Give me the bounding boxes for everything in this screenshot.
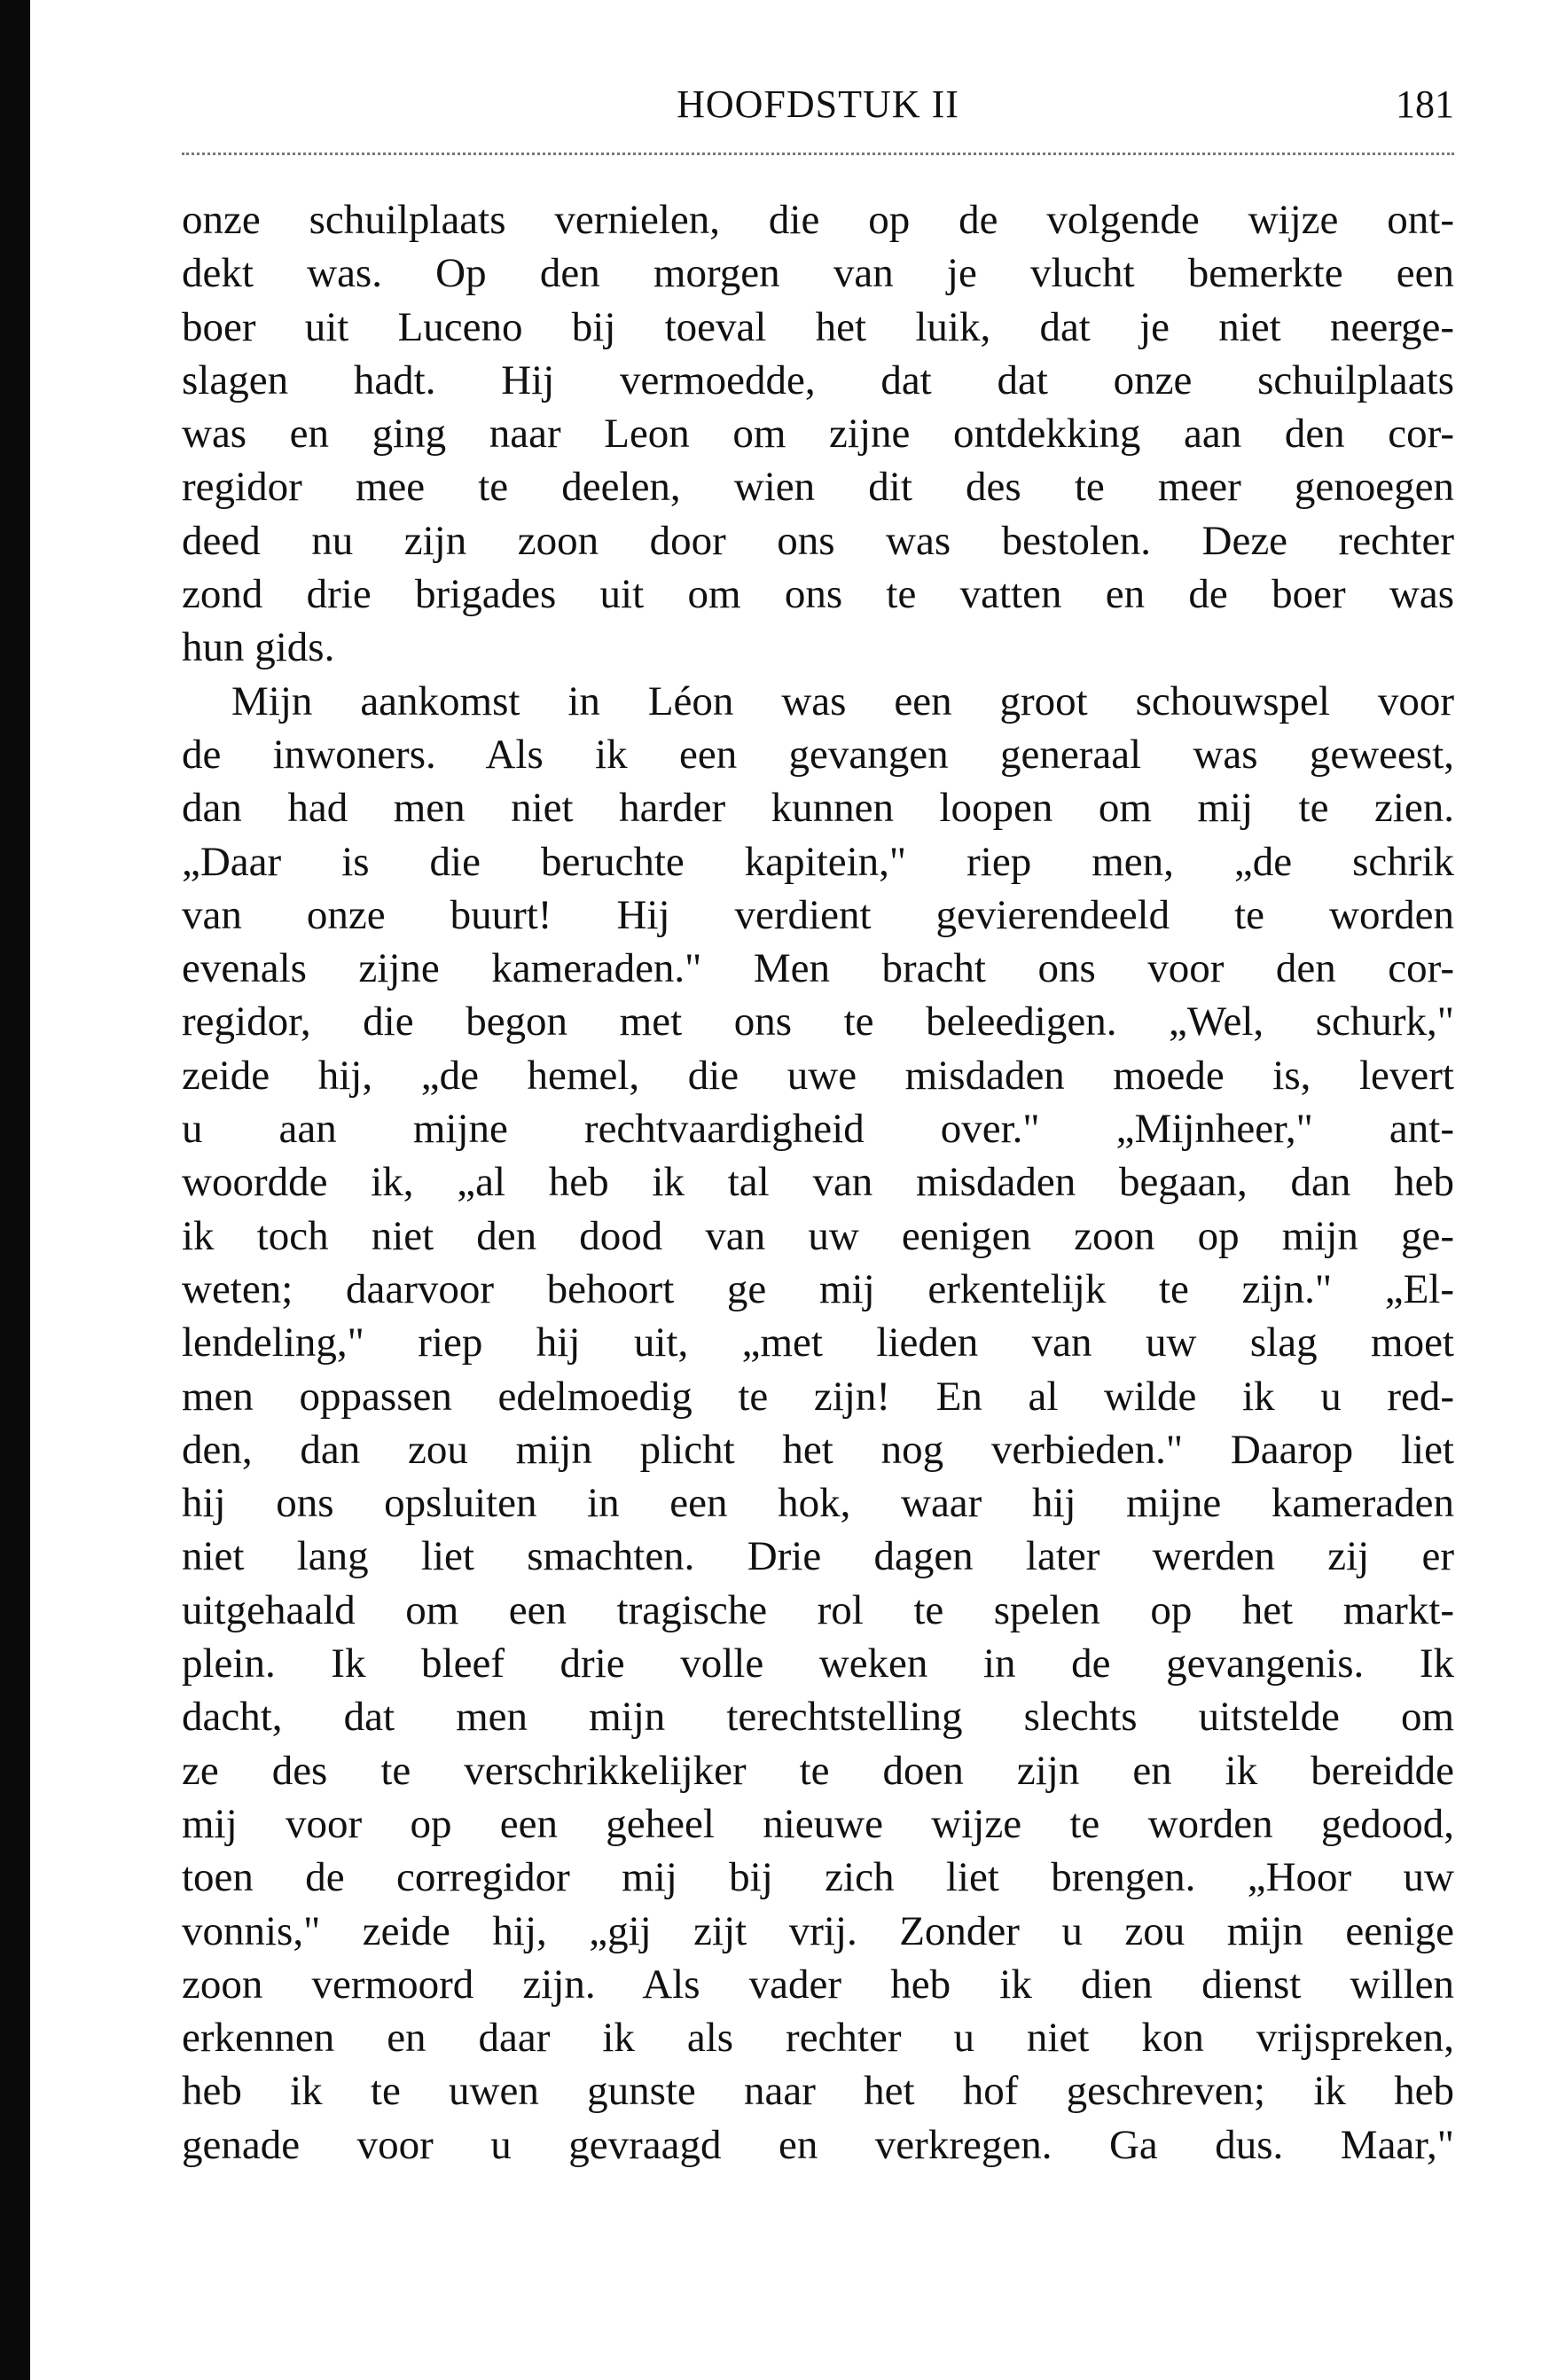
text-line: vonnis," zeide hij, „gij zijt vrij. Zonder u zou mijn eenige xyxy=(182,1907,1454,1954)
text-line: regidor mee te deelen, wien dit des te meer genoegen xyxy=(182,464,1454,511)
text-line: „Daar is die beruchte kapitein," riep men, „de schrik xyxy=(182,838,1454,885)
text-line: lendeling," riep hij uit, „met lieden van uw slag moet xyxy=(182,1319,1454,1366)
text-line: dacht, dat men mijn terechtstelling slechts uitstelde om xyxy=(182,1694,1454,1741)
text-line: regidor, die begon met ons te beleedigen. „Wel, schurk," xyxy=(182,998,1454,1045)
running-header xyxy=(182,82,1454,135)
text-line: den, dan zou mijn plicht het nog verbieden." Daarop liet xyxy=(182,1426,1454,1473)
text-line: onze schuilplaats vernielen, die op de volgende wijze ont- xyxy=(182,197,1454,243)
text-line: slagen hadt. Hij vermoedde, dat dat onze schuilplaats xyxy=(182,356,1454,403)
text-line: niet lang liet smachten. Drie dagen later werden zij er xyxy=(182,1533,1454,1580)
text-line: erkennen en daar ik als rechter u niet kon vrijspreken, xyxy=(182,2015,1454,2062)
text-line: evenals zijne kameraden." Men bracht ons voor den cor- xyxy=(182,945,1454,992)
text-line: mij voor op een geheel nieuwe wijze te worden gedood, xyxy=(182,1800,1454,1847)
text-line: heb ik te uwen gunste naar het hof geschreven; ik heb xyxy=(182,2068,1454,2115)
page-number: 181 xyxy=(1396,82,1454,126)
text-line: van onze buurt! Hij verdient gevierendeeld te worden xyxy=(182,891,1454,938)
text-line: weten; daarvoor behoort ge mij erkentelijk te zijn." „El- xyxy=(182,1265,1454,1312)
page-body-text xyxy=(182,193,1454,2172)
text-line: plein. Ik bleef drie volle weken in de gevangenis. Ik xyxy=(182,1640,1454,1687)
text-line: boer uit Luceno bij toeval het luik, dat je niet neerge- xyxy=(182,303,1454,350)
text-line: woordde ik, „al heb ik tal van misdaden begaan, dan heb xyxy=(182,1159,1454,1206)
text-line: ik toch niet den dood van uw eenigen zoon op mijn ge- xyxy=(182,1212,1454,1259)
text-line: u aan mijne rechtvaardigheid over." „Mijnheer," ant- xyxy=(182,1106,1454,1153)
text-line: deed nu zijn zoon door ons was bestolen. Deze rechter xyxy=(182,517,1454,564)
text-line: de inwoners. Als ik een gevangen generaal was geweest, xyxy=(182,731,1454,778)
text-line: dan had men niet harder kunnen loopen om mij te zien. xyxy=(182,785,1454,832)
scan-binding-edge xyxy=(0,0,30,2380)
header-dotted-rule xyxy=(182,153,1454,155)
chapter-title: HOOFDSTUK II xyxy=(677,82,959,126)
text-line: men oppassen edelmoedig te zijn! En al wilde ik u red- xyxy=(182,1373,1454,1420)
text-line: hun gids. xyxy=(182,624,335,671)
text-line: hij ons opsluiten in een hok, waar hij mijne kameraden xyxy=(182,1480,1454,1527)
text-line: dekt was. Op den morgen van je vlucht bemerkte een xyxy=(182,250,1454,297)
text-line: toen de corregidor mij bij zich liet brengen. „Hoor uw xyxy=(182,1854,1454,1901)
text-line: zeide hij, „de hemel, die uwe misdaden moede is, levert xyxy=(182,1052,1454,1099)
text-line: zoon vermoord zijn. Als vader heb ik dien dienst willen xyxy=(182,1961,1454,2008)
text-line: zond drie brigades uit om ons te vatten en de boer was xyxy=(182,571,1454,618)
text-line: ze des te verschrikkelijker te doen zijn en ik bereidde xyxy=(182,1747,1454,1794)
text-line: Mijn aankomst in Léon was een groot schouwspel voor xyxy=(231,677,1454,724)
text-line: genade voor u gevraagd en verkregen. Ga dus. Maar," xyxy=(182,2121,1454,2168)
text-line: was en ging naar Leon om zijne ontdekking aan den cor- xyxy=(182,411,1454,458)
text-line: uitgehaald om een tragische rol te spelen op het markt- xyxy=(182,1586,1454,1633)
